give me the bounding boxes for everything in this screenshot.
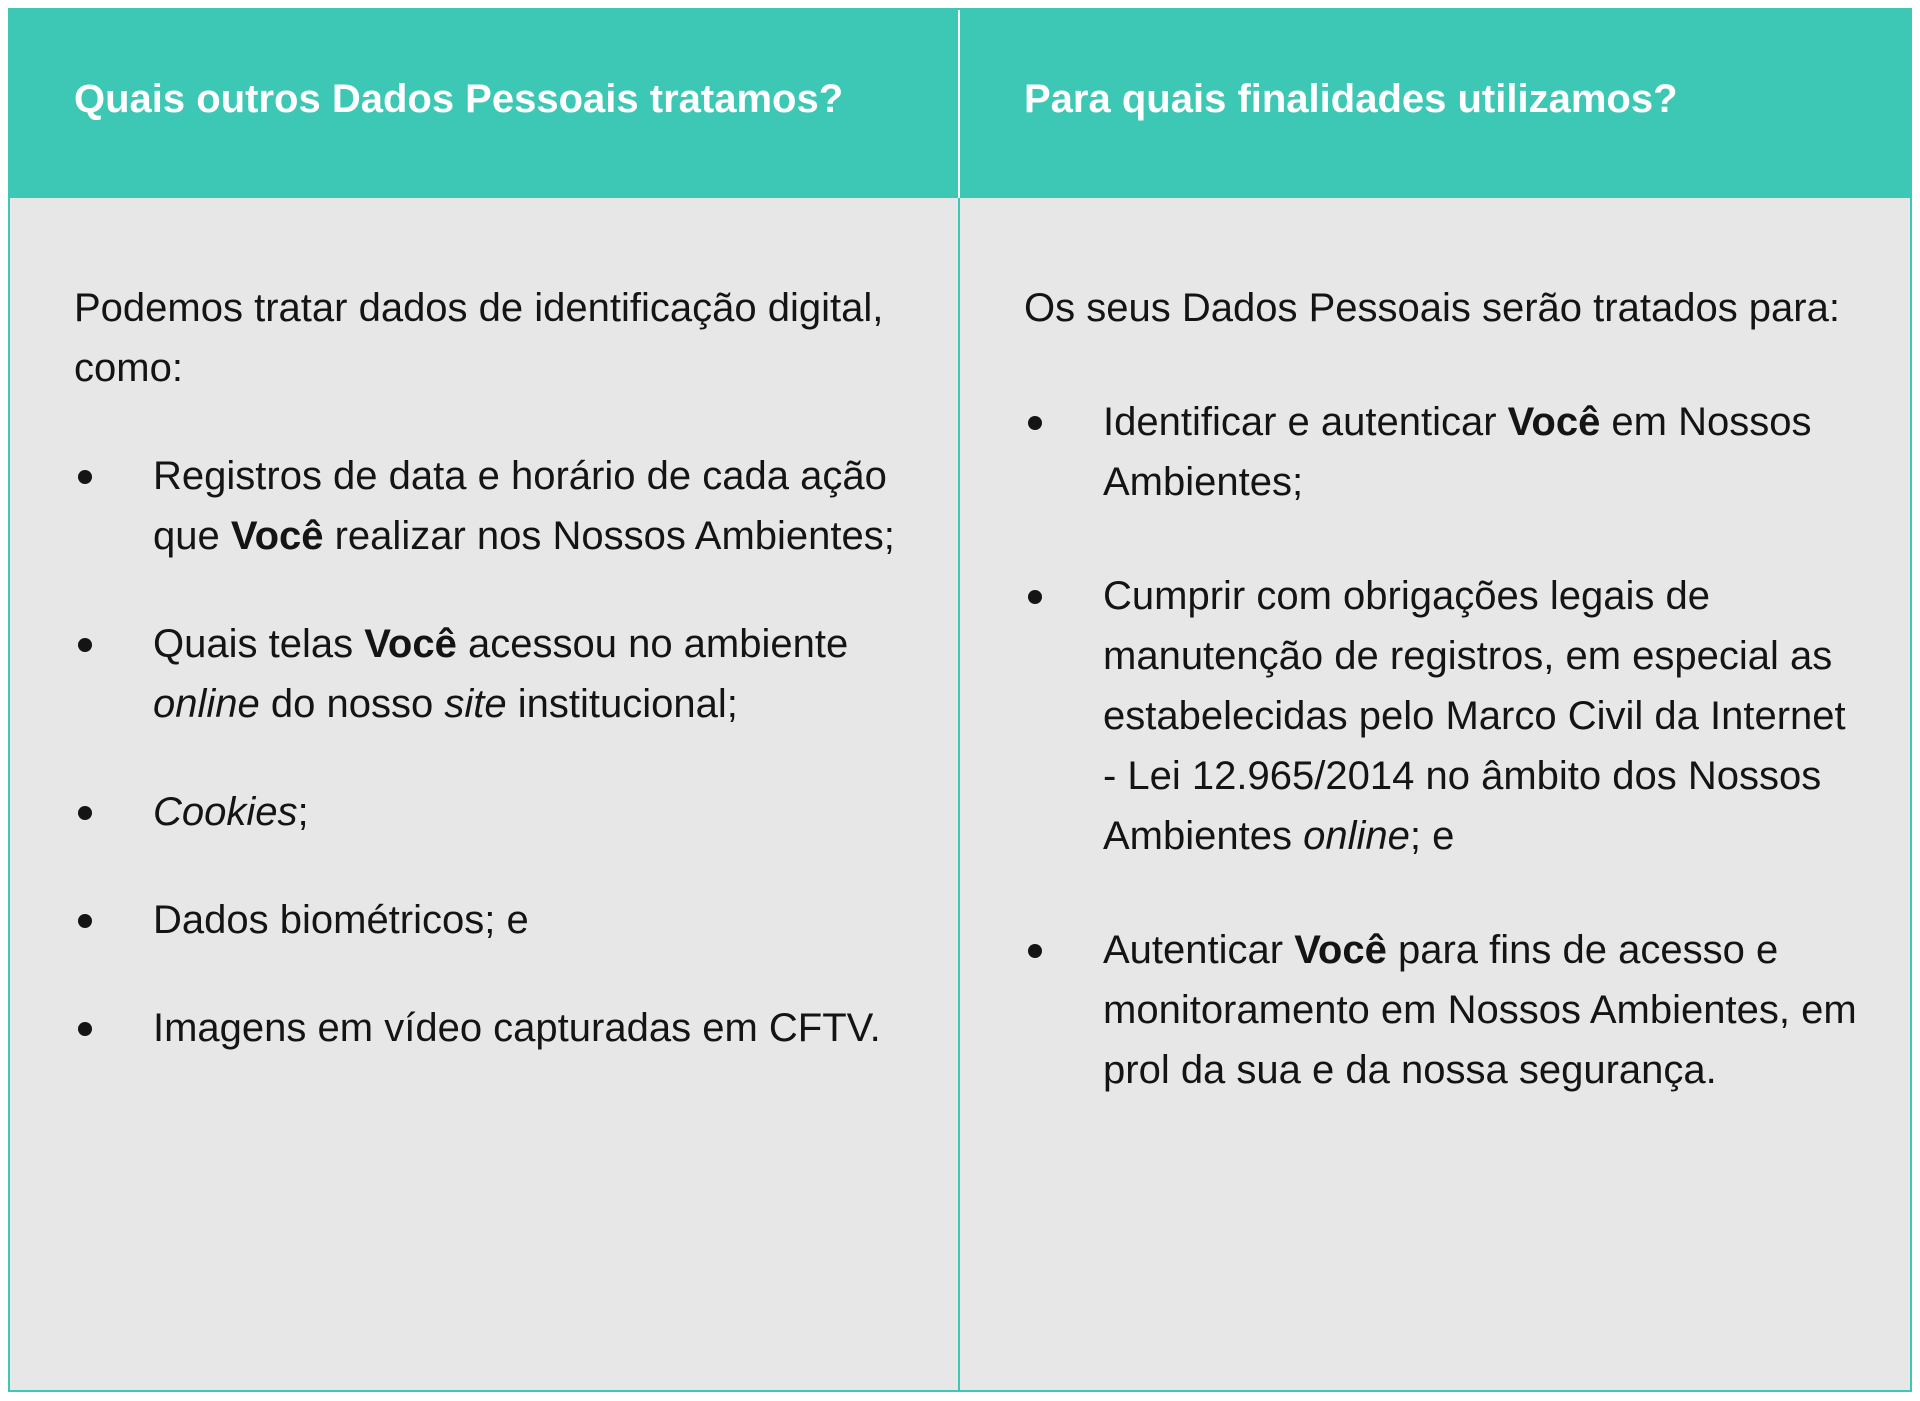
- list-item: Identificar e autenticar Você em Nossos Ambientes;: [1024, 392, 1870, 512]
- emphasis-italic: Cookies: [153, 790, 298, 834]
- bullet-dot-icon: [1028, 590, 1042, 604]
- emphasis-italic: online: [153, 682, 260, 726]
- right-intro-text: Os seus Dados Pessoais serão tratados para:: [1024, 286, 1840, 330]
- list-item: Dados biométricos; e: [74, 890, 918, 950]
- list-item: Cookies;: [74, 782, 918, 842]
- bullet-dot-icon: [1028, 416, 1042, 430]
- bullet-dot-icon: [78, 638, 92, 652]
- right-bullet-list: [1024, 392, 1870, 1100]
- left-bullet-list: [74, 446, 918, 1058]
- right-column-heading: [960, 10, 1910, 198]
- emphasis-bold: Você: [230, 514, 324, 558]
- list-item: Cumprir com obrigações legais de manutenção de registros, em especial as estabelecidas pelo Marco Civil da Internet - Lei 12.965/2014 no âmbito dos Nossos Ambientes online; e: [1024, 566, 1870, 866]
- bullet-dot-icon: [78, 1022, 92, 1036]
- bullet-dot-icon: [1028, 944, 1042, 958]
- emphasis-bold: Você: [1294, 928, 1387, 972]
- bullet-dot-icon: [78, 806, 92, 820]
- emphasis-italic: site: [444, 682, 507, 726]
- emphasis-italic: online: [1303, 814, 1410, 858]
- right-heading-text: Para quais finalidades utilizamos?: [1024, 77, 1678, 121]
- emphasis-bold: Você: [1507, 400, 1601, 444]
- emphasis-bold: Você: [364, 622, 457, 666]
- list-item: Registros de data e horário de cada ação que Você realizar nos Nossos Ambientes;: [74, 446, 918, 566]
- left-heading-text: Quais outros Dados Pessoais tratamos?: [74, 77, 844, 121]
- list-item: Imagens em vídeo capturadas em CFTV.: [74, 998, 918, 1058]
- left-intro-text: Podemos tratar dados de identificação digital, como:: [74, 286, 884, 390]
- bullet-dot-icon: [78, 470, 92, 484]
- left-column-heading: [10, 10, 960, 198]
- bullet-dot-icon: [78, 914, 92, 928]
- left-column-body: [10, 198, 960, 1390]
- data-processing-table: [8, 8, 1912, 1392]
- right-column-body: [960, 198, 1910, 1390]
- list-item: Autenticar Você para fins de acesso e monitoramento em Nossos Ambientes, em prol da sua e da nossa segurança.: [1024, 920, 1870, 1100]
- list-item: Quais telas Você acessou no ambiente online do nosso site institucional;: [74, 614, 918, 734]
